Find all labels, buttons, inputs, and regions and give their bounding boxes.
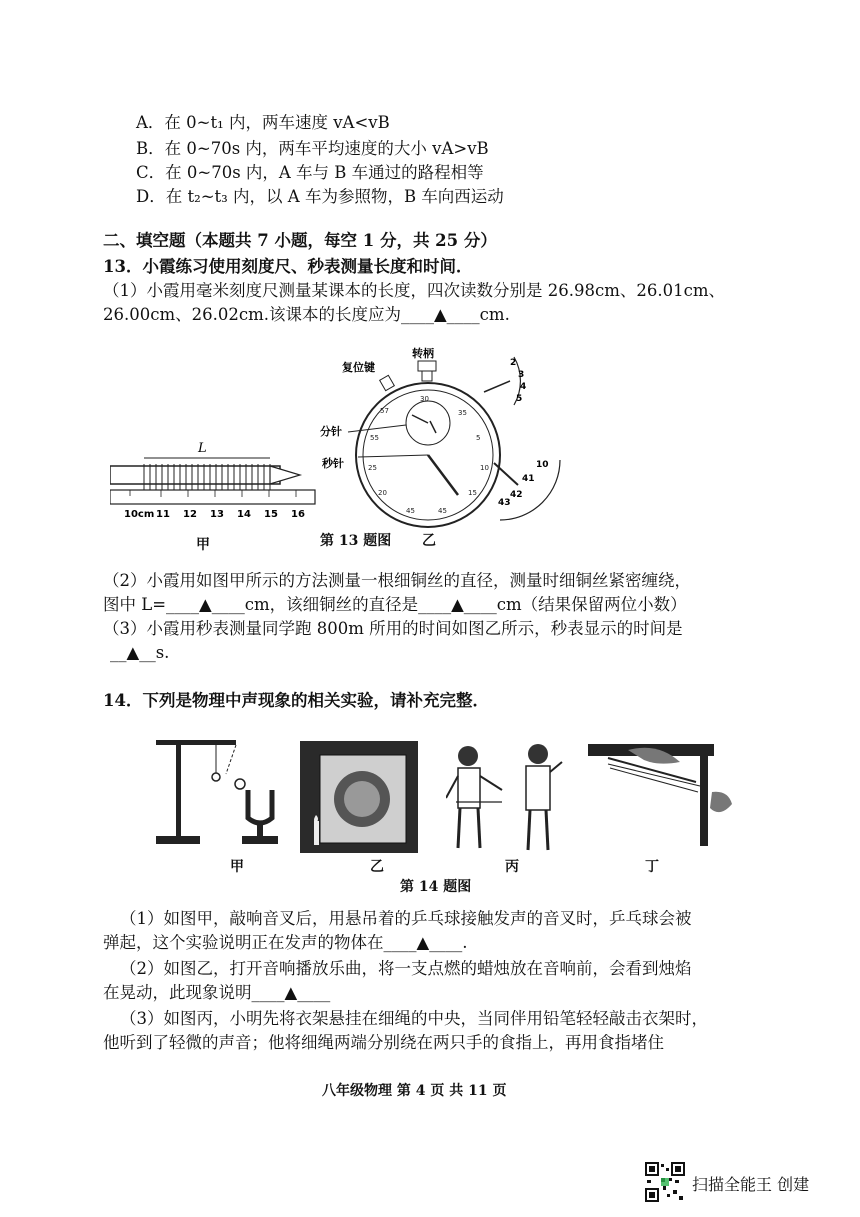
scale-top-label: 3 — [518, 370, 525, 380]
ruler-tick-label: 12 — [183, 509, 197, 520]
scanner-brand: 扫描全能王 创建 — [692, 1175, 810, 1194]
ruler-tick-label: 15 — [264, 509, 278, 520]
q14-p1-line1: （1）如图甲，敲响音叉后，用悬吊着的乒乓球接触发声的音叉时，乒乓球会被 — [120, 909, 692, 928]
label-second-hand: 秒针 — [322, 457, 344, 470]
svg-text:35: 35 — [458, 409, 467, 417]
svg-text:15: 15 — [468, 489, 477, 497]
q13-p3-line2: __▲__s. — [110, 643, 170, 662]
fig13-caption: 第 13 题图 — [320, 533, 392, 549]
q14-p2-line2: 在晃动，此现象说明____▲____ — [103, 983, 331, 1002]
fig14-speaker — [300, 741, 418, 853]
q13-p1-line2: 26.00cm、26.02cm.该课本的长度应为____▲____cm. — [103, 305, 510, 324]
svg-text:45: 45 — [438, 507, 447, 515]
q13-p3-line1: （3）小霞用秒表测量同学跑 800m 所用的时间如图乙所示，秒表显示的时间是 — [103, 619, 683, 638]
fig14-ruler-on-table — [588, 742, 738, 852]
svg-text:5: 5 — [476, 434, 481, 442]
label-reset: 复位键 — [342, 361, 375, 374]
choice-b: B．在 0~70s 内，两车平均速度的大小 vA>vB — [136, 139, 489, 158]
ruler-figure — [110, 440, 320, 520]
ruler-tick-label: 16 — [291, 509, 305, 520]
section-title: 二、填空题（本题共 7 小题，每空 1 分，共 25 分） — [103, 231, 497, 250]
choice-d: D．在 t₂~t₃ 内，以 A 车为参照物，B 车向西运动 — [136, 187, 504, 206]
choice-c: C．在 0~70s 内，A 车与 B 车通过的路程相等 — [136, 163, 484, 182]
scale-bottom-label: 43 — [498, 498, 511, 508]
svg-text:20: 20 — [378, 489, 387, 497]
q14-p3-line1: （3）如图丙，小明先将衣架悬挂在细绳的中央，当同伴用铅笔轻轻敲击衣架时， — [120, 1009, 708, 1028]
q14-p1-line2: 弹起，这个实验说明正在发声的物体在____▲____. — [103, 933, 468, 952]
scale-top-label: 4 — [520, 382, 527, 392]
scale-bottom-label: 10 — [536, 460, 549, 470]
svg-text:10: 10 — [480, 464, 489, 472]
fig14-caption: 第 14 题图 — [400, 879, 472, 895]
q13-p1-line1: （1）小霞用毫米刻度尺测量某课本的长度，四次读数分别是 26.98cm、26.01cm、 — [103, 281, 725, 300]
qr-code-icon — [645, 1162, 685, 1202]
ruler-tick-label: 14 — [237, 509, 251, 520]
q14-stem: 14．下列是物理中声现象的相关实验，请补充完整． — [103, 691, 489, 710]
ruler-tick-label: 10cm — [124, 509, 155, 520]
svg-text:55: 55 — [370, 434, 379, 442]
scale-top-label: 5 — [516, 394, 523, 404]
fig14-tuning-fork — [152, 732, 302, 850]
label-handle: 转柄 — [412, 347, 434, 360]
q13-p2-line1: （2）小霞用如图甲所示的方法测量一根细铜丝的直径，测量时细铜丝紧密缠绕， — [103, 571, 691, 590]
fig14-label-yi: 乙 — [370, 859, 384, 875]
fig13-label-jia: 甲 — [196, 537, 210, 553]
svg-text:25: 25 — [368, 464, 377, 472]
fig13-label-yi: 乙 — [422, 533, 436, 549]
choice-a: A．在 0~t₁ 内，两车速度 vA<vB — [136, 113, 390, 132]
ruler-tick-label: 11 — [156, 509, 170, 520]
ruler-tick-label: 13 — [210, 509, 224, 520]
q14-p2-line1: （2）如图乙，打开音响播放乐曲，将一支点燃的蜡烛放在音响前，会看到烛焰 — [120, 959, 692, 978]
svg-text:57: 57 — [380, 407, 389, 415]
svg-text:45: 45 — [406, 507, 415, 515]
stopwatch-figure — [318, 345, 568, 530]
fig14-label-jia: 甲 — [230, 859, 244, 875]
fig14-hanger — [446, 738, 576, 854]
scale-top-label: 2 — [510, 358, 517, 368]
q13-p2-line2: 图中 L=____▲____cm，该细铜丝的直径是____▲____cm（结果保留两位小数） — [103, 595, 687, 614]
q14-p3-line2: 他听到了轻微的声音；他将细绳两端分别绕在两只手的食指上，再用食指堵住 — [103, 1033, 664, 1052]
scale-bottom-label: 41 — [522, 474, 535, 484]
svg-text:30: 30 — [420, 395, 429, 403]
fig14-label-bing: 丙 — [505, 859, 519, 875]
label-minute-hand: 分针 — [320, 425, 342, 438]
q13-stem: 13．小霞练习使用刻度尺、秒表测量长度和时间． — [103, 257, 473, 276]
fig14-label-ding: 丁 — [645, 859, 659, 875]
ruler-label-l: L — [198, 441, 207, 456]
scale-bottom-label: 42 — [510, 490, 523, 500]
page-footer: 八年级物理 第 4 页 共 11 页 — [322, 1083, 507, 1099]
